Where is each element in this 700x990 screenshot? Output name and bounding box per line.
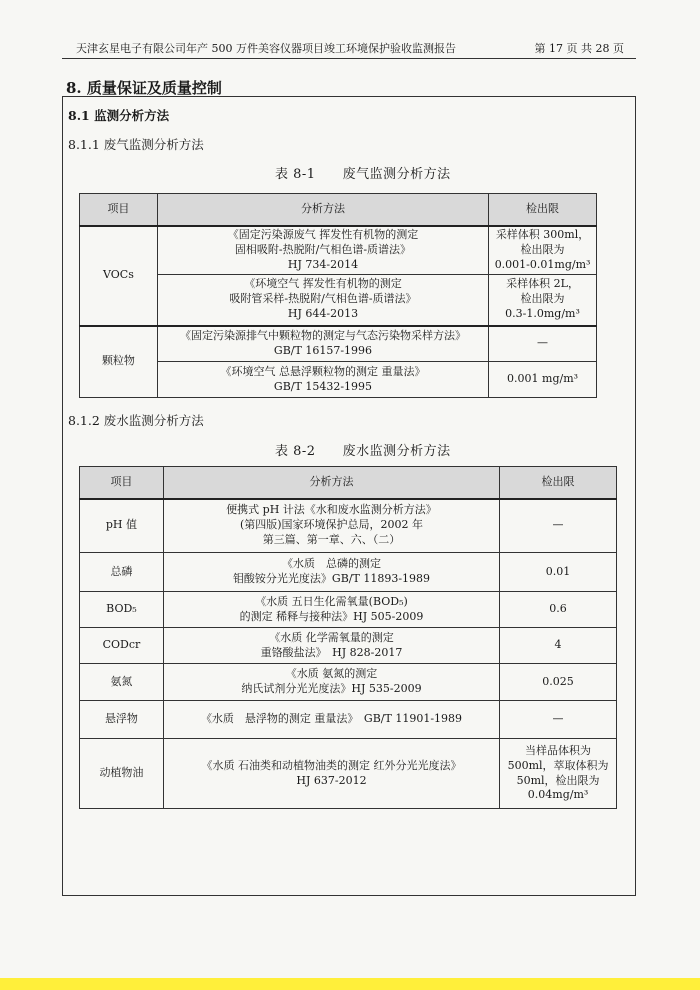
method-line: 吸附管采样-热脱附/气相色谱-质谱法》 [229,292,417,306]
method-line: 便携式 pH 计法《水和废水监测分析方法》 [226,503,437,517]
method-line: GB/T 16157-1996 [273,343,373,357]
table-cell-limit [489,326,597,362]
table-cell-method [163,553,499,592]
table-cell-limit: 0.6 [500,592,617,628]
subsection-8-1-1: 8.1.1 废气监测分析方法 [68,137,204,152]
header-method: 分析方法 [157,194,488,226]
header-limit: 检出限 [500,467,617,499]
method-line: 《固定污染源废气 挥发性有机物的测定 [227,227,419,241]
method-line: (第四版)国家环境保护总局，2002 年 [239,518,424,532]
limit-line: 检出限为 [520,292,565,306]
limit-line: 采样体积 300ml， [495,227,590,241]
table-cell-limit: 0.025 [500,664,617,701]
method-line: 《水质 五日生化需氧量(BOD₅) [255,594,408,608]
method-line: 第三篇、第一章、六、（二） [262,533,401,547]
table-cell-method [157,326,488,362]
limit-line: 检出限为 [520,242,565,256]
table-cell-limit: — [500,499,617,553]
limit-line: 0.04mg/m³ [527,788,589,802]
particulate-label: 颗粒物 [101,354,135,368]
limit-line: 500ml，萃取体积为 [507,758,609,772]
method-line: 《水质 化学需氧量的测定 [269,630,394,644]
table-cell-limit [489,275,597,326]
method-line: 的测定 稀释与接种法》HJ 505-2009 [239,609,424,623]
page-number: 第 17 页 共 28 页 [534,42,624,55]
method-line: 《环境空气 挥发性有机物的测定 [244,277,402,291]
subsection-8-1-2: 8.1.2 废水监测分析方法 [68,413,204,428]
table-cell-limit [489,226,597,275]
limit-line: 采样体积 2L， [506,277,579,291]
limit-line: 0.3-1.0mg/m³ [505,307,580,321]
header-method: 分析方法 [163,467,499,499]
limit-line: 50ml，检出限为 [516,773,600,787]
exhaust-gas-method-table [79,193,597,398]
section-title: 8. 质量保证及质量控制 [66,79,222,97]
table-cell-item: 悬浮物 [80,701,164,739]
method-line: 纳氏试剂分光光度法》HJ 535-2009 [241,682,422,695]
table-cell-limit: 4 [500,628,617,664]
limit-line: — [537,336,549,350]
table2-caption: 表 8-2 废水监测分析方法 [275,444,451,459]
method-line: 《固定污染源排气中颗粒物的测定与气态污染物采样方法》 [179,328,466,342]
table-cell-method [163,664,499,701]
method-line: 《水质 石油类和动植物油类的测定 红外分光光度法》 [201,758,462,772]
header-limit: 检出限 [489,194,597,226]
table-cell-limit [500,739,617,809]
method-line: 钼酸铵分光光度法》GB/T 11893-1989 [232,572,431,585]
voc-label: VOCs [103,268,134,282]
table1-caption: 表 8-1 废气监测分析方法 [275,167,451,182]
method-line: 《环境空气 总悬浮颗粒物的测定 重量法》 [220,364,426,378]
subsection-8-1: 8.1 监测分析方法 [68,108,170,123]
table-cell-method [163,739,499,809]
method-line: 固相吸附-热脱附/气相色谱-质谱法》 [234,242,412,256]
method-line: GB/T 15432-1995 [273,379,373,393]
scan-edge-strip [0,978,700,990]
wastewater-method-table [79,466,617,809]
limit-line: 0.001-0.01mg/m³ [494,257,591,271]
table-cell-method [163,628,499,664]
method-line: 《水质 氨氮的测定 [285,667,378,681]
table-cell-item: pH 值 [80,499,164,553]
table-cell-method [157,275,488,326]
particulate-item-cell [80,326,158,398]
method-line: 《水质 悬浮物的测定 重量法》 GB/T 11901-1989 [200,712,463,726]
table-cell-item: CODcr [80,628,164,664]
table-cell-item: 氨氮 [80,664,164,701]
page-header [62,38,636,59]
method-line: 重铬酸盐法》 HJ 828-2017 [260,645,403,659]
table-cell-method [163,701,499,739]
table-cell-method [157,226,488,275]
table-cell-method [157,362,488,398]
table-cell-item: 总磷 [80,553,164,592]
method-line: HJ 637-2012 [296,773,367,787]
table-cell-item: 动植物油 [80,739,164,809]
table-cell-limit [489,362,597,398]
table-cell-item: BOD₅ [80,592,164,628]
method-line: 《水质 总磷的测定 [282,557,381,571]
voc-item-cell [80,226,158,326]
limit-line: 当样品体积为 [525,743,592,757]
header-item: 项目 [80,194,158,226]
table-cell-limit: 0.01 [500,553,617,592]
table-cell-method [163,499,499,553]
method-line: HJ 644-2013 [287,307,359,321]
limit-line: 0.001 mg/m³ [507,372,579,386]
table-cell-method [163,592,499,628]
header-item: 项目 [80,467,164,499]
table-cell-limit: — [500,701,617,739]
method-line: HJ 734-2014 [287,257,359,271]
report-title: 天津玄星电子有限公司年产 500 万件美容仪器项目竣工环境保护验收监测报告 [76,42,456,55]
